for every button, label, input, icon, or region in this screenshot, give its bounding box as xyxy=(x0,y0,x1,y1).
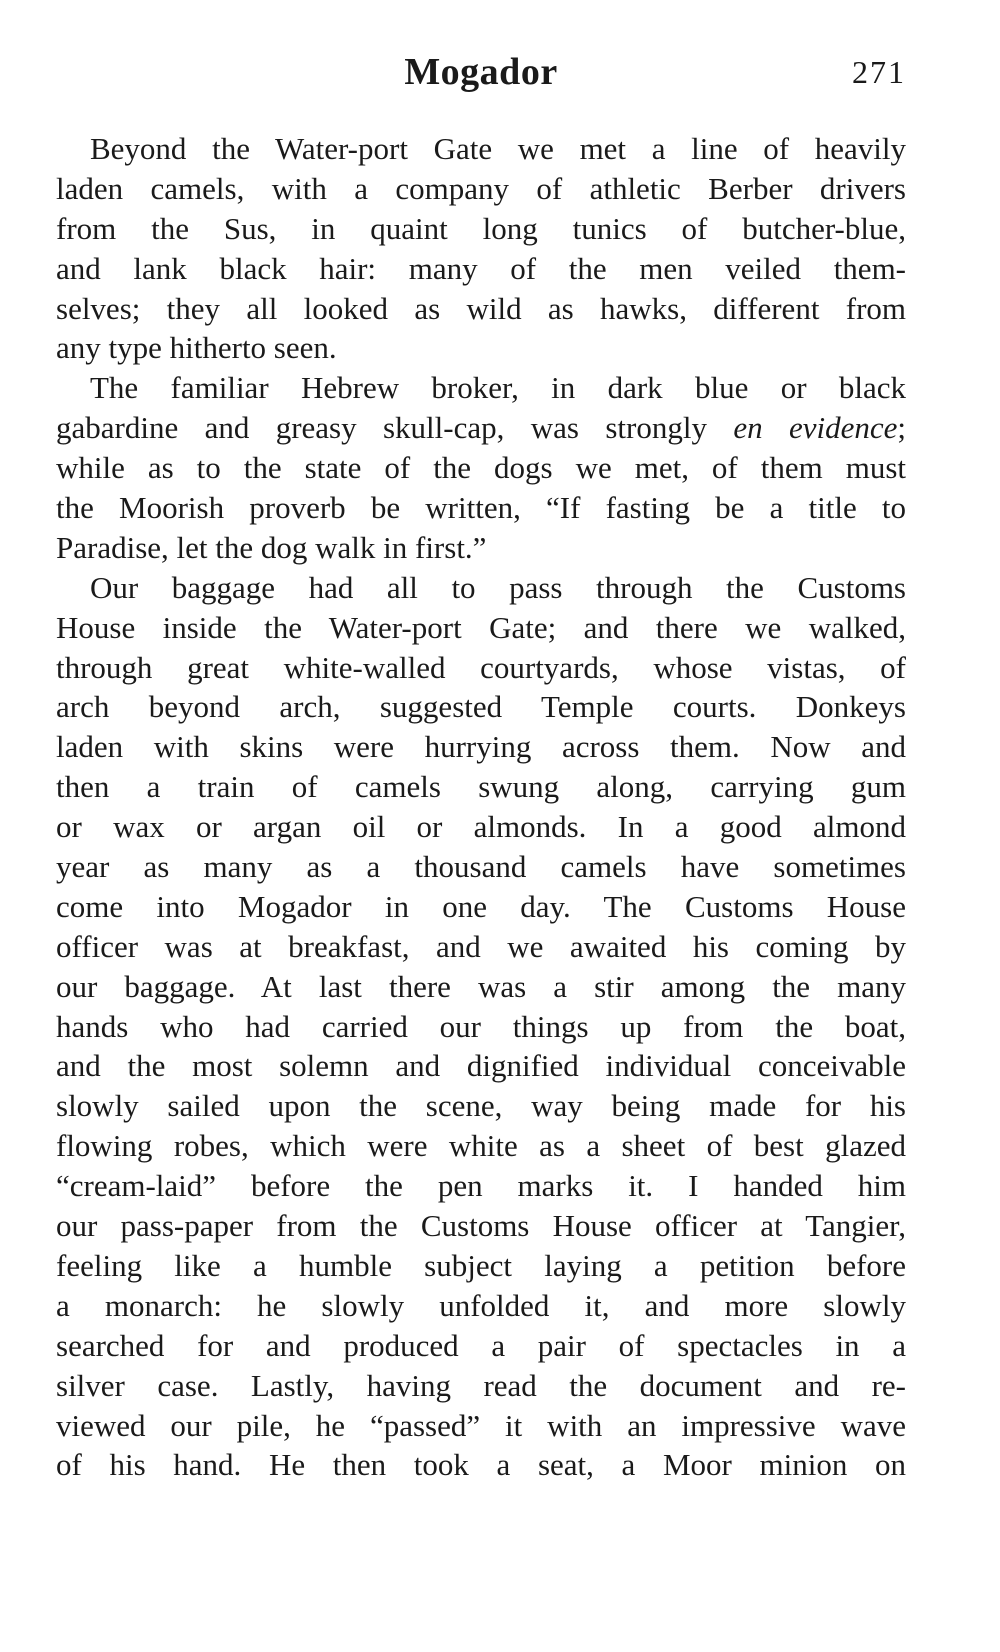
text-run: ; xyxy=(897,410,906,446)
text-line: arch beyond arch, suggested Temple courts. Donkeys xyxy=(56,689,906,725)
text-line: our pass-paper from the Customs House officer at Tangier, xyxy=(56,1208,906,1244)
text-line: from the Sus, in quaint long tunics of butcher-blue, xyxy=(56,210,906,246)
italic-phrase: en evidence xyxy=(733,410,898,446)
text-line: selves; they all looked as wild as hawks, different from xyxy=(56,290,906,326)
text-line: of his hand. He then took a seat, a Moor minion on xyxy=(56,1447,906,1483)
text-line: or wax or argan oil or almonds. In a good almond xyxy=(56,809,906,845)
text-line: officer was at breakfast, and we awaited his coming by xyxy=(56,928,906,964)
text-line: and lank black hair: many of the men veiled them- xyxy=(56,250,906,286)
text-line: searched for and produced a pair of spectacles in a xyxy=(56,1327,906,1363)
page-number: 271 xyxy=(852,54,906,90)
text-line: laden camels, with a company of athletic Berber drivers xyxy=(56,170,906,206)
text-line: come into Mogador in one day. The Customs House xyxy=(56,888,906,924)
text-line: The familiar Hebrew broker, in dark blue or black xyxy=(90,370,906,406)
text-line: while as to the state of the dogs we met, of them must xyxy=(56,450,906,486)
text-line: and the most solemn and dignified individual conceivable xyxy=(56,1048,906,1084)
text-line: then a train of camels swung along, carrying gum xyxy=(56,769,906,805)
text-line: silver case. Lastly, having read the document and re- xyxy=(56,1367,906,1403)
text-line: Our baggage had all to pass through the Customs xyxy=(90,569,906,605)
text-line: House inside the Water-port Gate; and there we walked, xyxy=(56,609,906,645)
text-line: Beyond the Water-port Gate we met a line of heavily xyxy=(90,131,906,166)
text-line: Paradise, let the dog walk in first.” xyxy=(56,529,487,565)
text-line: hands who had carried our things up from the boat, xyxy=(56,1008,906,1044)
text-line-with-italic xyxy=(56,408,906,448)
text-line: laden with skins were hurrying across them. Now and xyxy=(56,729,906,765)
text-line: any type hitherto seen. xyxy=(56,330,337,366)
running-head xyxy=(56,50,906,110)
text-line: viewed our pile, he “passed” it with an impressive wave xyxy=(56,1407,906,1443)
text-line: slowly sailed upon the scene, way being made for his xyxy=(56,1088,906,1124)
text-line: the Moorish proverb be written, “If fasting be a title to xyxy=(56,490,906,526)
text-line: our baggage. At last there was a stir among the many xyxy=(56,968,906,1004)
text-line: a monarch: he slowly unfolded it, and more slowly xyxy=(56,1287,906,1323)
text-line: through great white-walled courtyards, whose vistas, of xyxy=(56,649,906,685)
text-line: flowing robes, which were white as a sheet of best glazed xyxy=(56,1128,906,1164)
text-line: “cream-laid” before the pen marks it. I handed him xyxy=(56,1168,906,1204)
running-title: Mogador xyxy=(404,51,558,93)
text-line: year as many as a thousand camels have sometimes xyxy=(56,849,906,885)
text-line: feeling like a humble subject laying a petition before xyxy=(56,1247,906,1283)
text-run: gabardine and greasy skull-cap, was strongly xyxy=(56,410,707,446)
body-text xyxy=(56,129,906,1485)
